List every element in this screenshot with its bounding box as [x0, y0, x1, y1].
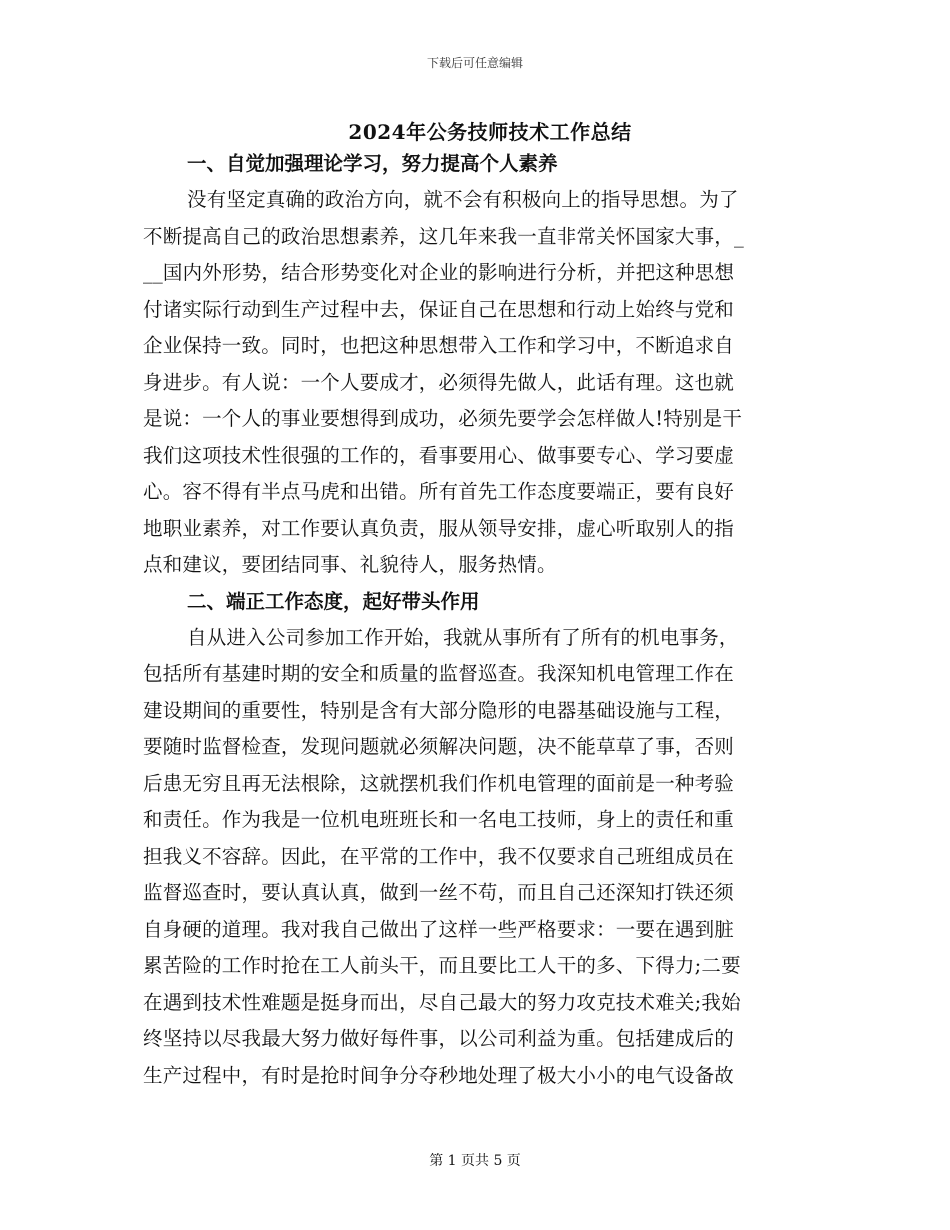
paragraph-line: 付诸实际行动到生产过程中去，保证自己在思想和行动上始终与党和: [143, 297, 735, 321]
paragraph-line: 包括所有基建时期的安全和质量的监督巡查。我深知机电管理工作在: [143, 662, 735, 685]
section-paragraph-1: [143, 182, 803, 584]
section-heading-2: 二、端正工作态度，起好带头作用: [187, 589, 480, 613]
paragraph-line: 心。容不得有半点马虎和出错。所有首先工作态度要端正，要有良好: [143, 480, 735, 503]
paragraph-line: 和责任。作为我是一位机电班班长和一名电工技师，身上的责任和重: [143, 808, 735, 831]
paragraph-line: 没有坚定真确的政治方向，就不会有积极向上的指导思想。为了: [187, 188, 739, 211]
paragraph-line: 不断提高自己的政治思想素养，这几年来我一直非常关怀国家大事，_: [143, 224, 744, 248]
document-body: [143, 146, 803, 1094]
paragraph-line: 企业保持一致。同时，也把这种思想带入工作和学习中，不断追求自: [143, 334, 735, 357]
paragraph-line: 后患无穷且再无法根除，这就摆机我们作机电管理的面前是一种考验: [143, 771, 735, 795]
section-paragraph-2: [143, 620, 803, 1095]
paragraph-line: 自身硬的道理。我对我自己做出了这样一些严格要求：一要在遇到脏: [143, 917, 735, 941]
paragraph-line: 点和建议，要团结同事、礼貌待人，服务热情。: [143, 553, 557, 576]
paragraph-line: __国内外形势，结合形势变化对企业的影响进行分析，并把这种思想: [143, 261, 735, 284]
paragraph-line: 累苦险的工作时抢在工人前头干，而且要比工人干的多、下得力;二要: [143, 954, 741, 977]
paragraph-line: 要随时监督检查，发现问题就必须解决问题，决不能草草了事，否则: [143, 735, 735, 758]
paragraph-line: 担我义不容辞。因此，在平常的工作中，我不仅要求自己班组成员在: [143, 844, 735, 868]
section-heading-1: 一、自觉加强理论学习，努力提高个人素养: [187, 152, 558, 175]
paragraph-line: 身进步。有人说：一个人要成才，必须得先做人，此话有理。这也就: [143, 370, 735, 394]
header-note: 下载后可任意编辑: [426, 56, 523, 70]
paragraph-line: 自从进入公司参加工作开始，我就从事所有了所有的机电事务，: [187, 625, 739, 649]
paragraph-line: 是说：一个人的事业要想得到成功，必须先要学会怎样做人!特别是干: [143, 407, 743, 430]
paragraph-line: 监督巡查时，要认真认真，做到一丝不苟，而且自己还深知打铁还须: [143, 881, 735, 904]
paragraph-line: 地职业素养，对工作要认真负责，服从领导安排，虚心听取别人的指: [143, 516, 735, 540]
paragraph-line: 我们这项技术性很强的工作的，看事要用心、做事要专心、学习要虚: [143, 443, 735, 467]
paragraph-line: 终坚持以尽我最大努力做好每件事，以公司利益为重。包括建成后的: [143, 1027, 735, 1050]
paragraph-line: 建设期间的重要性，特别是含有大部分隐形的电器基础设施与工程，: [143, 698, 735, 722]
document-title: 2024年公务技师技术工作总结: [348, 120, 632, 144]
page-footer: 第 1 页共 5 页: [429, 1153, 521, 1169]
paragraph-line: 在遇到技术性难题是挺身而出，尽自己最大的努力攻克技术难关;我始: [143, 990, 741, 1014]
paragraph-line: 生产过程中，有时是抢时间争分夺秒地处理了极大小小的电气设备故: [143, 1063, 735, 1087]
